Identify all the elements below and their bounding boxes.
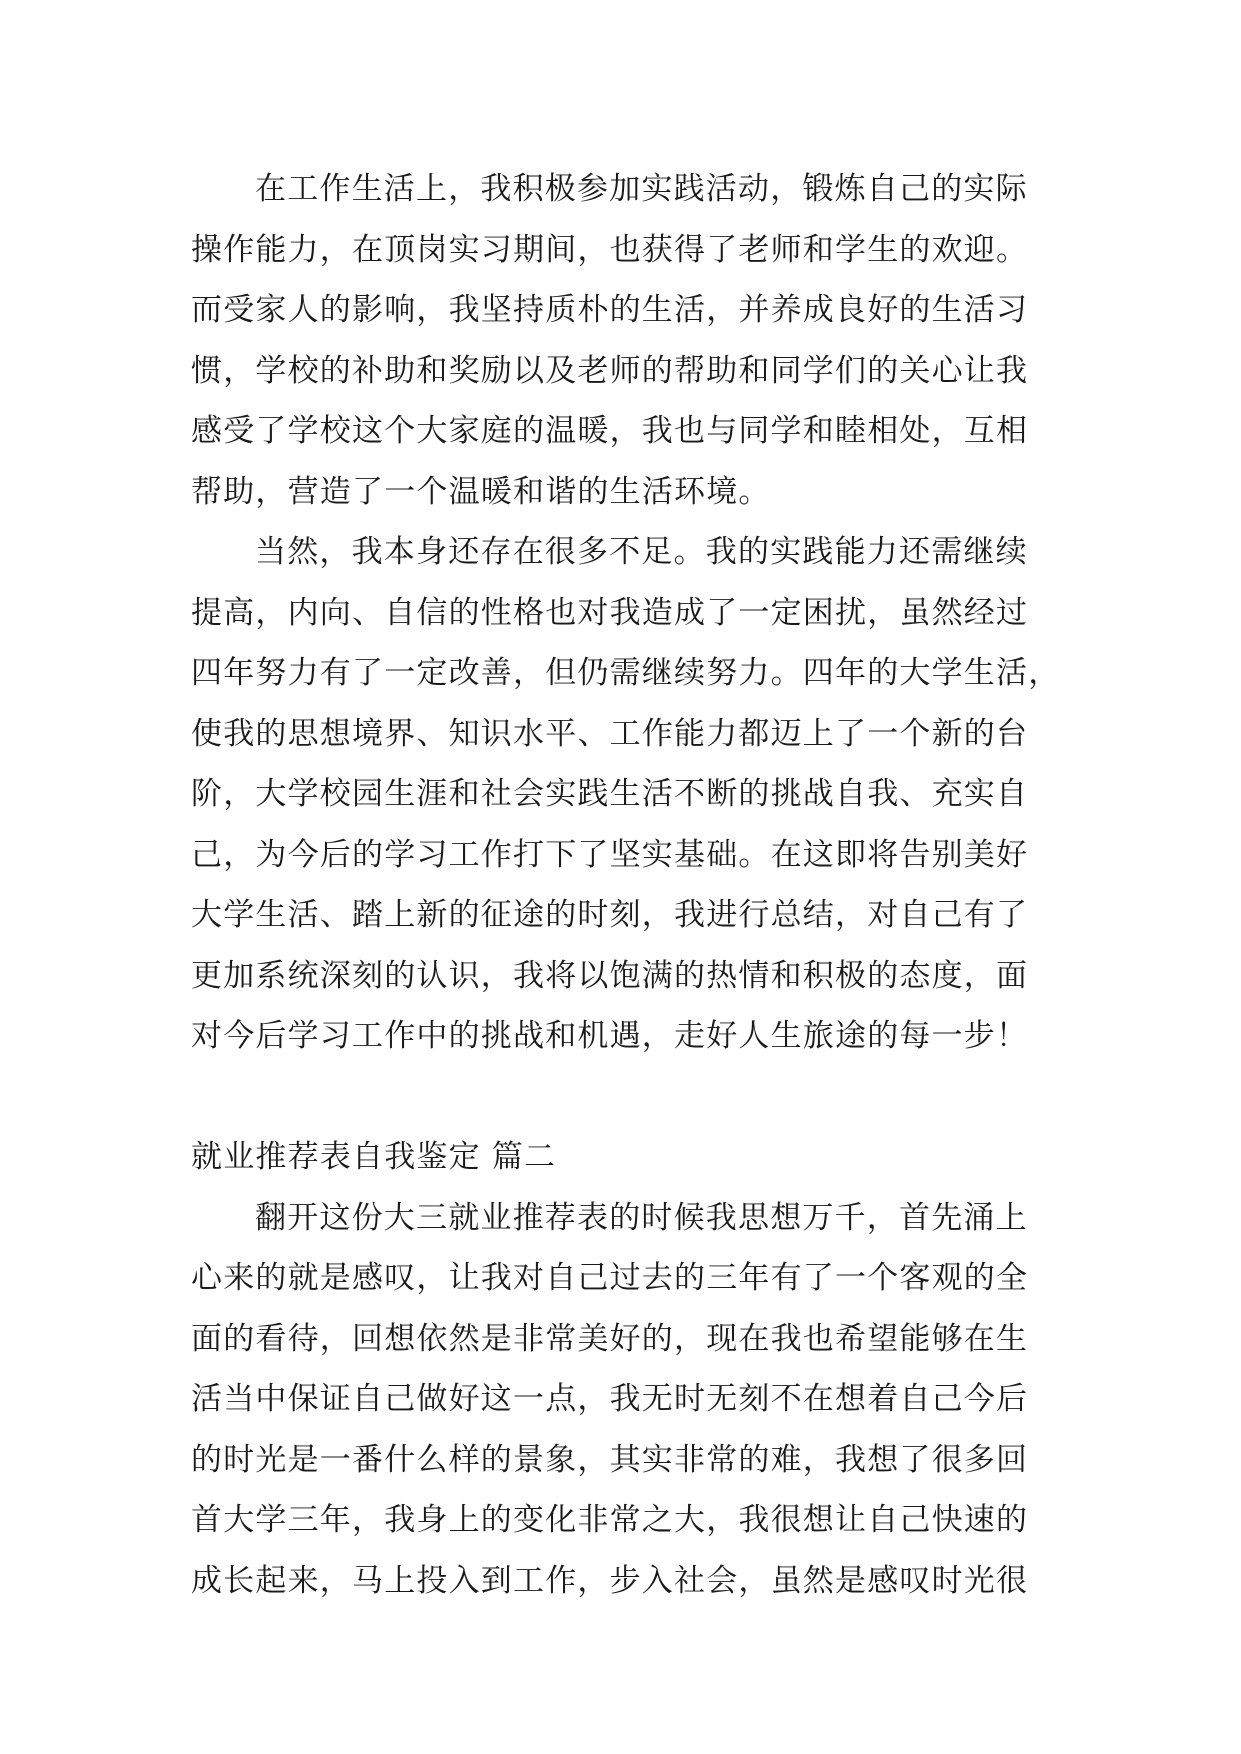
text-line: 翻开这份大三就业推荐表的时候我思想万千，首先涌上 bbox=[255, 1199, 1028, 1236]
paragraph-3 bbox=[191, 1188, 1061, 1612]
text-line: 惯，学校的补助和奖励以及老师的帮助和同学们的关心让我 bbox=[191, 352, 1029, 389]
text-line: 当然，我本身还存在很多不足。我的实践能力还需继续 bbox=[255, 534, 1028, 570]
text-line: 四年努力有了一定改善，但仍需继续努力。四年的大学生活， bbox=[191, 655, 1061, 691]
text-line: 己，为今后的学习工作打下了坚实基础。在这即将告别美好 bbox=[191, 836, 1029, 873]
text-line: 的时光是一番什么样的景象，其实非常的难，我想了很多回 bbox=[191, 1441, 1029, 1478]
text-line: 而受家人的影响，我坚持质朴的生活，并养成良好的生活习 bbox=[191, 292, 1029, 328]
text-line: 操作能力，在顶岗实习期间，也获得了老师和学生的欢迎。 bbox=[191, 231, 1029, 268]
paragraph-2 bbox=[191, 522, 1061, 1067]
text-line: 面的看待，回想依然是非常美好的，现在我也希望能够在生 bbox=[191, 1320, 1029, 1357]
text-line: 活当中保证自己做好这一点，我无时无刻不在想着自己今后 bbox=[191, 1381, 1029, 1417]
spacer bbox=[191, 1067, 1061, 1128]
section-heading: 就业推荐表自我鉴定 篇二 bbox=[191, 1139, 557, 1175]
text-line: 阶，大学校园生涯和社会实践生活不断的挑战自我、充实自 bbox=[191, 776, 1029, 812]
document-body bbox=[191, 159, 1061, 1611]
text-line: 更加系统深刻的认识，我将以饱满的热情和积极的态度，面 bbox=[191, 957, 1029, 994]
text-line: 提高，内向、自信的性格也对我造成了一定困扰，虽然经过 bbox=[191, 594, 1029, 631]
text-line: 在工作生活上，我积极参加实践活动，锻炼自己的实际 bbox=[255, 171, 1028, 207]
text-line: 心来的就是感叹，让我对自己过去的三年有了一个客观的全 bbox=[191, 1260, 1029, 1296]
paragraph-1 bbox=[191, 159, 1061, 522]
text-line: 首大学三年，我身上的变化非常之大，我很想让自己快速的 bbox=[191, 1502, 1029, 1538]
text-line: 帮助，营造了一个温暖和谐的生活环境。 bbox=[191, 473, 771, 510]
text-line: 使我的思想境界、知识水平、工作能力都迈上了一个新的台 bbox=[191, 715, 1029, 752]
text-line: 成长起来，马上投入到工作，步入社会，虽然是感叹时光很 bbox=[191, 1562, 1029, 1599]
text-line: 对今后学习工作中的挑战和机遇，走好人生旅途的每一步！ bbox=[191, 1018, 1029, 1054]
text-line: 大学生活、踏上新的征途的时刻，我进行总结，对自己有了 bbox=[191, 897, 1029, 933]
text-line: 感受了学校这个大家庭的温暖，我也与同学和睦相处，互相 bbox=[191, 413, 1029, 449]
